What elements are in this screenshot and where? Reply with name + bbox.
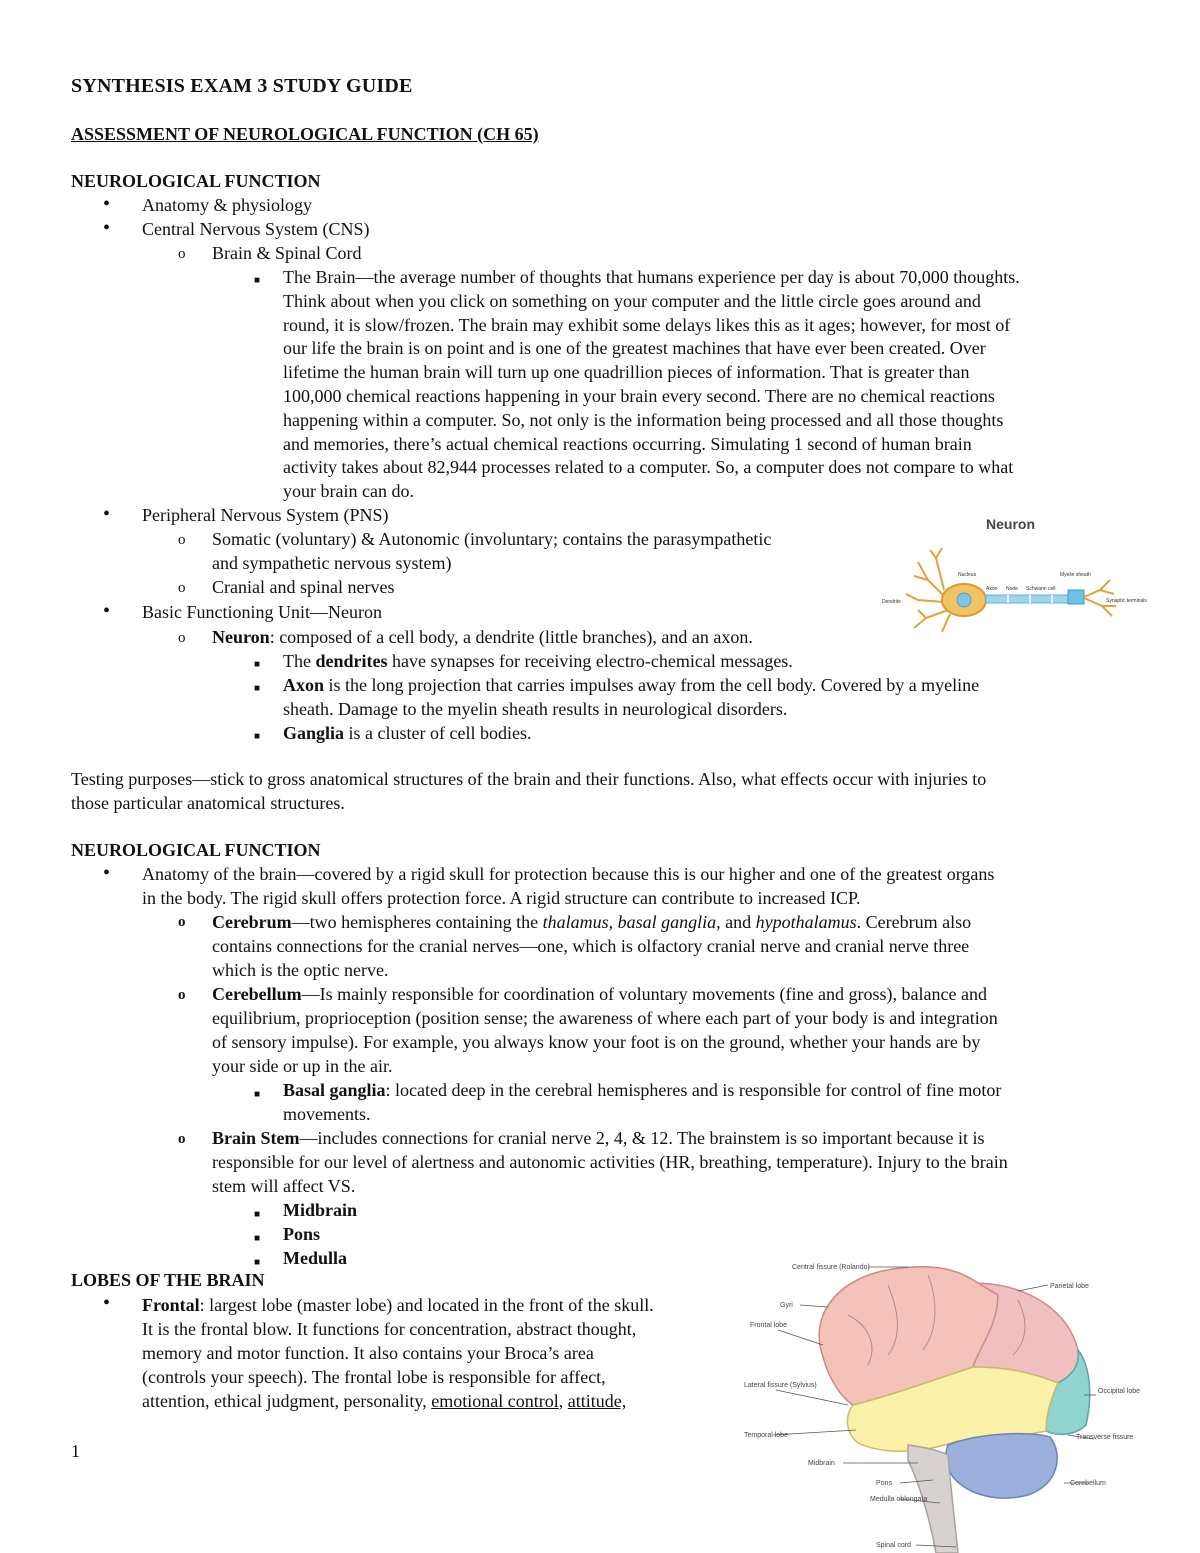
dendrites-definition — [283, 650, 793, 674]
basal-ganglia-cont: movements. — [283, 1104, 371, 1124]
brain-paragraph-line: your brain can do. — [283, 481, 414, 502]
testing-note: Testing purposes—stick to gross anatomical structures of the brain and their functions. Also, what effects occur with injuries to — [71, 769, 987, 789]
list-item-brain-spinal: Brain & Spinal Cord — [212, 243, 362, 263]
list-item-cranial-spinal: Cranial and spinal nerves — [212, 577, 395, 597]
frontal-text: : largest lobe (master lobe) and located in the front of the skull. — [199, 1295, 654, 1315]
label-temporal: Temporal lobe — [744, 1432, 788, 1439]
label-parietal: Parietal lobe — [1050, 1283, 1089, 1290]
circle-bullet-icon: o — [178, 914, 186, 930]
label-axon: Axon — [986, 586, 998, 592]
label-myelin: Myelin sheath — [1060, 572, 1091, 578]
frontal-comma: , — [558, 1391, 568, 1411]
cerebrum-italic: thalamus, basal ganglia, — [542, 912, 721, 932]
brain-stem-cont: responsible for our level of alertness and autonomic activities (HR, breathing, temperature). Injury to the brain — [212, 1152, 1008, 1172]
frontal-cont: It is the frontal blow. It functions for concentration, abstract thought, — [142, 1319, 637, 1339]
list-item-pons: Pons — [283, 1224, 321, 1244]
cerebrum-cont: contains connections for the cranial nerves—one, which is olfactory cranial nerve and cranial nerve three — [212, 936, 970, 956]
brain-paragraph-line: our life the brain is on point and is one of the greatest machines that have ever been created. Over — [283, 338, 986, 359]
label-central-fissure: Central fissure (Rolando) — [792, 1264, 870, 1271]
cerebellum-cont: of sensory impulse). For example, you always know your foot is on the ground, whether your hands are by — [212, 1032, 981, 1052]
label-node: Node — [1006, 586, 1018, 592]
axon-term: Axon — [283, 675, 325, 695]
list-item-neuron-unit: Basic Functioning Unit—Neuron — [142, 602, 382, 622]
testing-note-cont: those particular anatomical structures. — [71, 793, 345, 813]
brain-stem-definition — [212, 1127, 985, 1151]
brain-figure — [728, 1255, 1141, 1553]
frontal-cont: memory and motor function. It also contains your Broca’s area — [142, 1343, 594, 1363]
label-midbrain: Midbrain — [808, 1460, 835, 1467]
frontal-cont: (controls your speech). The frontal lobe is responsible for affect, — [142, 1367, 606, 1387]
section-heading-neuro-1: NEUROLOGICAL FUNCTION — [71, 171, 321, 191]
emotional-control-underlined: emotional control — [431, 1391, 559, 1411]
frontal-term: Frontal — [142, 1295, 200, 1315]
anatomy-brain: Anatomy of the brain—covered by a rigid skull for protection because this is our higher and one of the greatest organs — [142, 864, 995, 884]
label-schwann: Schwann cell — [1026, 586, 1056, 592]
dendrite-branches — [906, 548, 950, 632]
neuron-figure-title: Neuron — [986, 516, 1035, 532]
cerebellum-shape — [946, 1434, 1057, 1498]
basal-ganglia-text: : located deep in the cerebral hemispheres and is responsible for control of fine motor — [385, 1080, 1002, 1100]
frontal-cont — [142, 1390, 626, 1414]
cerebrum-cont: which is the optic nerve. — [212, 960, 389, 980]
hypothalamus-italic: hypothalamus — [755, 912, 857, 932]
brain-paragraph-line: and memories, there’s actual chemical reactions occurring. Simulating 1 second of human brain — [283, 433, 972, 454]
bullet-icon: • — [103, 862, 111, 884]
neuron-term: Neuron — [212, 627, 270, 647]
cerebrum-text: —two hemispheres containing the — [291, 912, 543, 932]
square-bullet-icon: ■ — [254, 683, 261, 694]
cerebrum-and: and — [720, 912, 756, 932]
section-heading-neuro-2: NEUROLOGICAL FUNCTION — [71, 840, 321, 860]
page-number: 1 — [71, 1441, 80, 1461]
nucleus-shape — [957, 593, 971, 607]
bullet-icon: • — [103, 1292, 111, 1314]
brain-paragraph — [283, 266, 1020, 504]
document-title: SYNTHESIS EXAM 3 STUDY GUIDE — [71, 75, 413, 97]
frontal-definition — [142, 1294, 654, 1318]
bullet-icon: • — [103, 503, 111, 525]
circle-bullet-icon: o — [178, 987, 186, 1003]
cerebrum-term: Cerebrum — [212, 912, 292, 932]
square-bullet-icon: ■ — [254, 1209, 261, 1220]
cerebellum-cont: equilibrium, proprioception (position sense; the awareness of where each part of your body is and integration — [212, 1008, 998, 1028]
label-gyri: Gyri — [780, 1302, 793, 1309]
cerebrum-text-end: . Cerebrum also — [856, 912, 972, 932]
basal-ganglia-definition — [283, 1079, 1001, 1103]
brain-paragraph-line: Think about when you click on something on your computer and the little circle goes around and — [283, 290, 981, 311]
label-dendrite: Dendrite — [882, 599, 901, 605]
brain-paragraph-line: happening within a computer. So, not only is the information being processed and all those thoughts — [283, 409, 1004, 430]
list-item-medulla: Medulla — [283, 1248, 348, 1268]
circle-bullet-icon: o — [178, 580, 186, 596]
label-medulla: Medulla oblongata — [870, 1496, 928, 1503]
chapter-subtitle: ASSESSMENT OF NEUROLOGICAL FUNCTION (CH 65) — [71, 124, 539, 144]
ganglia-definition — [283, 722, 531, 746]
brain-stem-cont: stem will affect VS. — [212, 1176, 356, 1196]
attitude-underlined: attitude, — [567, 1391, 627, 1411]
brain-stem-term: Brain Stem — [212, 1128, 300, 1148]
list-item-cns: Central Nervous System (CNS) — [142, 219, 370, 239]
list-item-somatic-cont: and sympathetic nervous system) — [212, 553, 452, 573]
circle-bullet-icon: o — [178, 246, 186, 262]
dendrites-text: have synapses for receiving electro-chemical messages. — [387, 651, 793, 671]
brain-paragraph-line: The Brain—the average number of thoughts that humans experience per day is about 70,000 thoughts. — [283, 267, 1020, 287]
frontal-text-end: attention, ethical judgment, personality, — [142, 1391, 432, 1411]
label-lateral-fissure: Lateral fissure (Sylvius) — [744, 1382, 817, 1389]
label-synaptic: Synaptic terminals — [1106, 598, 1147, 604]
cerebrum-definition — [212, 911, 971, 935]
basal-ganglia-term: Basal ganglia — [283, 1080, 386, 1100]
axon-shape — [986, 595, 1070, 603]
list-item-midbrain: Midbrain — [283, 1200, 358, 1220]
cerebellum-definition — [212, 983, 987, 1007]
ganglia-term: Ganglia — [283, 723, 345, 743]
label-occipital: Occipital lobe — [1098, 1388, 1141, 1395]
list-item-somatic: Somatic (voluntary) & Autonomic (involuntary; contains the parasympathetic — [212, 529, 772, 549]
bullet-icon: • — [103, 600, 111, 622]
brain-paragraph-line: activity takes about 82,944 processes related to a computer. So, a computer does not compare to what — [283, 457, 1014, 478]
neuron-text: : composed of a cell body, a dendrite (little branches), and an axon. — [269, 627, 753, 647]
brain-paragraph-line: lifetime the human brain will turn up one quadrillion pieces of information. That is greater than — [283, 362, 970, 383]
square-bullet-icon: ■ — [254, 731, 261, 742]
label-transverse: Transverse fissure — [1076, 1434, 1134, 1441]
cerebellum-text: —Is mainly responsible for coordination of voluntary movements (fine and gross), balance and — [301, 984, 987, 1004]
brain-paragraph-line: round, it is slow/frozen. The brain may exhibit some delays likes this as it ages; however, for most of — [283, 314, 1011, 335]
label-pons: Pons — [876, 1480, 892, 1487]
list-item-anatomy: Anatomy & physiology — [142, 195, 312, 215]
label-nucleus: Nucleus — [958, 572, 977, 578]
dendrites-term: dendrites — [315, 651, 388, 671]
circle-bullet-icon: o — [178, 532, 186, 548]
label-spinal-cord: Spinal cord — [876, 1542, 912, 1549]
bullet-icon: • — [103, 217, 111, 239]
myelin-sheath-shape — [1068, 590, 1084, 604]
dendrites-pre: The — [283, 651, 316, 671]
brain-paragraph-line: 100,000 chemical reactions happening in your brain every second. There are no chemical reactions — [283, 385, 995, 406]
brain-stem-text: —includes connections for cranial nerve 2, 4, & 12. The brainstem is so important because it is — [299, 1128, 985, 1148]
label-cerebellum: Cerebellum — [1070, 1480, 1106, 1487]
bullet-icon: • — [103, 193, 111, 215]
square-bullet-icon: ■ — [254, 1233, 261, 1244]
neuron-figure — [878, 510, 1147, 640]
list-item-pns: Peripheral Nervous System (PNS) — [142, 505, 389, 525]
axon-text: is the long projection that carries impulses away from the cell body. Covered by a myeline — [324, 675, 980, 695]
section-heading-lobes: LOBES OF THE BRAIN — [71, 1270, 265, 1290]
circle-bullet-icon: o — [178, 630, 186, 646]
axon-definition — [283, 674, 979, 698]
cerebellum-cont: your side or up in the air. — [212, 1056, 393, 1076]
ganglia-text: is a cluster of cell bodies. — [344, 723, 532, 743]
neuron-definition — [212, 626, 753, 650]
cerebellum-term: Cerebellum — [212, 984, 302, 1004]
square-bullet-icon: ■ — [254, 659, 261, 670]
anatomy-brain-cont: in the body. The rigid skull offers protection force. A rigid structure can contribute to increased ICP. — [142, 888, 861, 908]
axon-definition-cont: sheath. Damage to the myelin sheath results in neurological disorders. — [283, 699, 788, 719]
circle-bullet-icon: o — [178, 1131, 186, 1147]
square-bullet-icon: ■ — [254, 275, 261, 286]
square-bullet-icon: ■ — [254, 1257, 261, 1268]
square-bullet-icon: ■ — [254, 1089, 261, 1100]
label-frontal: Frontal lobe — [750, 1322, 787, 1329]
